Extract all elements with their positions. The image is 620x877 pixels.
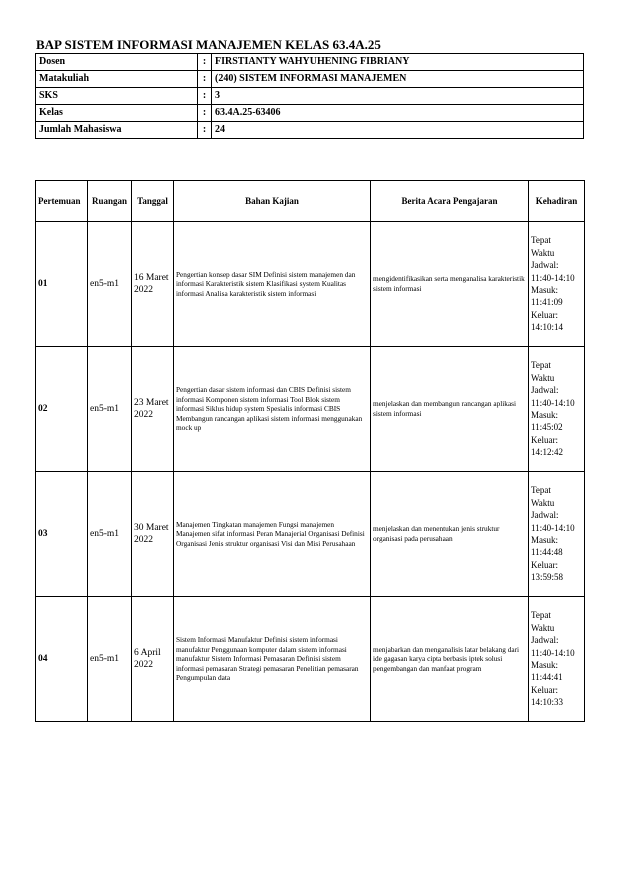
meetings-table xyxy=(35,180,585,722)
info-row-matakuliah xyxy=(36,71,584,88)
info-separator: : xyxy=(198,122,212,139)
info-value: 24 xyxy=(212,122,584,139)
cell-kehadiran: Tepat Waktu Jadwal: 11:40-14:10 Masuk: 11:45:02 Keluar: 14:12:42 xyxy=(529,347,585,472)
cell-berita-acara: menjabarkan dan menganalisis latar belakang dari ide gagasan karya cipta berbasis iptek solusi pengembangan dan manfaat program xyxy=(371,597,529,722)
header-berita-acara: Berita Acara Pengajaran xyxy=(371,181,529,222)
cell-berita-acara: mengidentifikasikan serta menganalisa karakteristik sistem informasi xyxy=(371,222,529,347)
course-info-table xyxy=(35,53,584,139)
cell-ruangan: en5-m1 xyxy=(88,222,132,347)
cell-tanggal: 16 Maret 2022 xyxy=(132,222,174,347)
info-separator: : xyxy=(198,88,212,105)
header-tanggal: Tanggal xyxy=(132,181,174,222)
info-label: Kelas xyxy=(36,105,198,122)
info-row-kelas xyxy=(36,105,584,122)
cell-berita-acara: menjelaskan dan membangun rancangan aplikasi sistem informasi xyxy=(371,347,529,472)
cell-kehadiran: Tepat Waktu Jadwal: 11:40-14:10 Masuk: 11:41:09 Keluar: 14:10:14 xyxy=(529,222,585,347)
table-row xyxy=(36,472,585,597)
info-value: FIRSTIANTY WAHYUHENING FIBRIANY xyxy=(212,54,584,71)
info-label: Dosen xyxy=(36,54,198,71)
cell-pertemuan: 03 xyxy=(36,472,88,597)
info-separator: : xyxy=(198,71,212,88)
cell-ruangan: en5-m1 xyxy=(88,472,132,597)
info-separator: : xyxy=(198,54,212,71)
cell-bahan-kajian: Pengertian konsep dasar SIM Definisi sistem manajemen dan informasi Karakteristik sistem Klasifikasi system Kualitas informasi Analisa karakteristik sistem informasi xyxy=(174,222,371,347)
header-kehadiran: Kehadiran xyxy=(529,181,585,222)
table-row xyxy=(36,222,585,347)
info-label: Jumlah Mahasiswa xyxy=(36,122,198,139)
info-separator: : xyxy=(198,105,212,122)
table-row xyxy=(36,347,585,472)
info-value: 63.4A.25-63406 xyxy=(212,105,584,122)
cell-ruangan: en5-m1 xyxy=(88,597,132,722)
cell-berita-acara: menjelaskan dan menentukan jenis struktur organisasi pada perusahaan xyxy=(371,472,529,597)
header-bahan-kajian: Bahan Kajian xyxy=(174,181,371,222)
table-header-row xyxy=(36,181,585,222)
cell-kehadiran: Tepat Waktu Jadwal: 11:40-14:10 Masuk: 11:44:48 Keluar: 13:59:58 xyxy=(529,472,585,597)
cell-bahan-kajian: Sistem Informasi Manufaktur Definisi sistem informasi manufaktur Penggunaan komputer dalam sistem informasi manufaktur Sistem Informasi Pemasaran Definisi sistem informasi pemasaran Strategi pemasaran Penelitian pemasaran Pengumpulan data xyxy=(174,597,371,722)
info-row-jumlah-mahasiswa xyxy=(36,122,584,139)
cell-kehadiran: Tepat Waktu Jadwal: 11:40-14:10 Masuk: 11:44:41 Keluar: 14:10:33 xyxy=(529,597,585,722)
cell-pertemuan: 01 xyxy=(36,222,88,347)
cell-tanggal: 30 Maret 2022 xyxy=(132,472,174,597)
page-title: BAP SISTEM INFORMASI MANAJEMEN KELAS 63.4A.25 xyxy=(36,37,381,52)
info-label: SKS xyxy=(36,88,198,105)
header-pertemuan: Pertemuan xyxy=(36,181,88,222)
cell-tanggal: 23 Maret 2022 xyxy=(132,347,174,472)
table-row xyxy=(36,597,585,722)
cell-tanggal: 6 April 2022 xyxy=(132,597,174,722)
info-row-sks xyxy=(36,88,584,105)
info-row-dosen xyxy=(36,54,584,71)
info-value: (240) SISTEM INFORMASI MANAJEMEN xyxy=(212,71,584,88)
cell-bahan-kajian: Manajemen Tingkatan manajemen Fungsi manajemen Manajemen sifat informasi Peran Manajerial Organisasi Definisi Organisasi Jenis struktur organisasi Visi dan Misi Perusahaan xyxy=(174,472,371,597)
cell-bahan-kajian: Pengertian dasar sistem informasi dan CBIS Definisi sistem informasi Komponen sistem informasi Tool Blok sistem informasi Siklus hidup system Spesialis informasi CBIS Membangun rancangan aplikasi sistem informasi menggunakan mock up xyxy=(174,347,371,472)
cell-pertemuan: 04 xyxy=(36,597,88,722)
info-label: Matakuliah xyxy=(36,71,198,88)
header-ruangan: Ruangan xyxy=(88,181,132,222)
cell-pertemuan: 02 xyxy=(36,347,88,472)
cell-ruangan: en5-m1 xyxy=(88,347,132,472)
info-value: 3 xyxy=(212,88,584,105)
